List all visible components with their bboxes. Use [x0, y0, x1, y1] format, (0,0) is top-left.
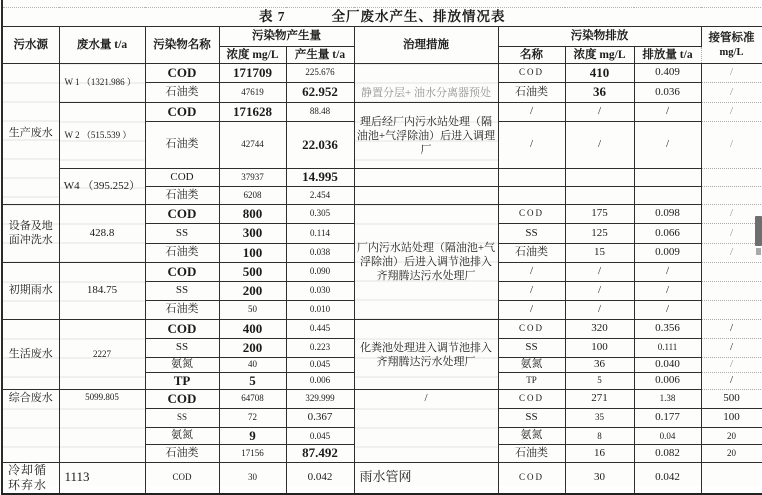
cell-prod: 88.48 [286, 103, 354, 122]
cell-pollutant: 石油类 [145, 83, 219, 103]
col-header-standard [701, 27, 762, 64]
cell-prod: 2.454 [286, 187, 354, 205]
cell-d-conc: / [565, 103, 634, 122]
cell-d-conc: 35 [565, 409, 634, 428]
cell-d-conc: 125 [565, 224, 634, 244]
cell-d-conc [565, 187, 634, 205]
cell-pollutant: 石油类 [145, 301, 219, 320]
cell-d-amount: / [634, 301, 701, 320]
cell-prod: 14.995 [286, 169, 354, 187]
cell-prod: 0.445 [286, 320, 354, 339]
cell-d-name: COD [498, 390, 565, 409]
cell-conc: 171628 [219, 103, 286, 122]
cell-prod: 0.045 [286, 428, 354, 445]
cell-d-amount: 1.38 [634, 390, 701, 409]
cell-pollutant: COD [145, 169, 219, 187]
cell-treatment [354, 187, 498, 205]
cell-d-name: / [498, 103, 565, 122]
cell-conc: 400 [219, 320, 286, 339]
cell-conc: 200 [219, 282, 286, 301]
cell-pollutant: COD [145, 462, 219, 494]
cell-standard: / [701, 83, 762, 103]
cell-pollutant: 氨氮 [145, 428, 219, 445]
cell-d-name: / [498, 122, 565, 169]
cell-standard: / [701, 339, 762, 358]
cell-d-amount: / [634, 103, 701, 122]
col-header-amount: 废水量 t/a [59, 27, 145, 64]
table-title [2, 8, 762, 27]
cell-amount: 428.8 [59, 205, 145, 263]
cell-pollutant: COD [145, 103, 219, 122]
cell-prod: 0.045 [286, 358, 354, 373]
cell-prod: 22.036 [286, 122, 354, 169]
cell-d-name: 石油类 [498, 83, 565, 103]
col-header-prod-amount: 产生量 t/a [286, 47, 354, 64]
cell-source: 生活废水 [2, 320, 59, 390]
cell-d-name: COD [498, 320, 565, 339]
cell-amount: 5099.805 [59, 390, 145, 463]
cell-d-name: COD [498, 205, 565, 224]
cell-standard: 20 [701, 445, 762, 462]
cell-treatment: 厂内污水站处理（隔油池+气浮除油）后进入调节池排入齐翔腾达污水处理厂 [354, 205, 498, 320]
table-row [2, 205, 762, 224]
cell-pollutant: SS [145, 224, 219, 244]
cell-d-conc: 30 [565, 462, 634, 494]
cell-amount: 2227 [59, 320, 145, 390]
table-title-text: 全厂废水产生、排放情况表 [331, 8, 506, 24]
col-header-dis-name: 名称 [498, 47, 565, 64]
cell-conc: 72 [219, 409, 286, 428]
cell-amount: W 1 （1321.986 ） [59, 64, 145, 103]
cell-prod: 329.999 [286, 390, 354, 409]
cell-source: 生产废水 [2, 64, 59, 205]
cell-conc: 300 [219, 224, 286, 244]
cell-d-name: / [498, 282, 565, 301]
cell-d-name: SS [498, 224, 565, 244]
cell-d-amount: / [634, 282, 701, 301]
cell-d-amount: / [634, 122, 701, 169]
cell-conc: 47619 [219, 83, 286, 103]
cell-pollutant: TP [145, 372, 219, 389]
cell-standard: / [701, 244, 762, 263]
table-row [2, 64, 762, 83]
cell-prod: 225.676 [286, 64, 354, 83]
cell-d-amount: / [634, 263, 701, 282]
cell-d-conc: 16 [565, 445, 634, 462]
cell-source: 设备及地面冲洗水 [2, 205, 59, 263]
cell-treatment: 雨水管网 [354, 462, 498, 494]
cell-source: 综合废水 [2, 390, 59, 463]
standard-unit: mg/L [719, 47, 744, 59]
cell-conc: 171709 [219, 64, 286, 83]
cell-pollutant: COD [145, 64, 219, 83]
cell-treatment: 化粪池处理进入调节池排入齐翔腾达污水处理厂 [354, 320, 498, 390]
col-header-pollutant-name: 污染物名称 [145, 27, 219, 64]
cell-d-conc: / [565, 263, 634, 282]
cell-d-name: 氨氮 [498, 358, 565, 373]
col-header-dis-conc: 浓度 mg/L [565, 47, 634, 64]
cell-d-amount: 0.066 [634, 224, 701, 244]
cell-d-name: 石油类 [498, 445, 565, 462]
cell-prod: 0.090 [286, 263, 354, 282]
cell-d-amount: 0.036 [634, 83, 701, 103]
cell-d-name: / [498, 263, 565, 282]
col-header-dis-amount: 排放量 t/a [634, 47, 701, 64]
cell-standard: 20 [701, 428, 762, 445]
cell-prod: 0.042 [286, 462, 354, 494]
cell-standard: / [701, 122, 762, 169]
cell-d-name: COD [498, 462, 565, 494]
cell-standard: / [701, 103, 762, 122]
page-top-margin [2, 0, 762, 8]
cell-standard: 100 [701, 409, 762, 428]
cell-d-conc: 320 [565, 320, 634, 339]
cell-pollutant: 石油类 [145, 244, 219, 263]
wastewater-table [1, 0, 762, 495]
cell-conc: 30 [219, 462, 286, 494]
cell-conc: 37937 [219, 169, 286, 187]
cell-source: 初期雨水 [2, 263, 59, 320]
cell-conc: 17156 [219, 445, 286, 462]
cell-standard: / [701, 224, 762, 244]
cell-pollutant: 氨氮 [145, 358, 219, 373]
cell-d-amount: 0.040 [634, 358, 701, 373]
col-group-production: 污染物产生量 [219, 27, 354, 47]
cell-d-amount: 0.098 [634, 205, 701, 224]
cell-conc: 6208 [219, 187, 286, 205]
cell-source: 冷却循环弃水 [2, 462, 59, 494]
cell-pollutant: COD [145, 320, 219, 339]
cell-treatment: 理后经厂内污水站处理（隔油池+气浮除油）后进入调理厂 [354, 103, 498, 169]
cell-conc: 9 [219, 428, 286, 445]
cell-standard: / [701, 64, 762, 83]
cell-d-amount: 0.082 [634, 445, 701, 462]
cell-pollutant: SS [145, 409, 219, 428]
cell-conc: 100 [219, 244, 286, 263]
cell-prod: 62.952 [286, 83, 354, 103]
cell-d-conc: 36 [565, 358, 634, 373]
cell-standard [701, 301, 762, 320]
cell-d-amount: 0.177 [634, 409, 701, 428]
cell-d-amount [634, 169, 701, 187]
cell-prod: 0.223 [286, 339, 354, 358]
cell-d-amount: 0.042 [634, 462, 701, 494]
cell-d-amount: 0.111 [634, 339, 701, 358]
cell-d-conc: 5 [565, 372, 634, 389]
cell-d-conc: 271 [565, 390, 634, 409]
cell-conc: 200 [219, 339, 286, 358]
cell-d-amount: 0.04 [634, 428, 701, 445]
col-group-discharge: 污染物排放 [498, 27, 701, 47]
cell-d-amount [634, 187, 701, 205]
cell-d-name [498, 169, 565, 187]
cell-conc: 40 [219, 358, 286, 373]
cell-amount: 1113 [59, 462, 145, 494]
cell-pollutant: 石油类 [145, 445, 219, 462]
table-body [2, 64, 762, 494]
cell-pollutant: COD [145, 390, 219, 409]
scrollbar-thumb[interactable] [755, 216, 762, 246]
cell-d-amount: 0.006 [634, 372, 701, 389]
standard-label: 接管标准 [708, 31, 755, 44]
cell-d-name: SS [498, 339, 565, 358]
cell-standard: / [701, 358, 762, 373]
cell-conc: 5 [219, 372, 286, 389]
cell-d-conc: 100 [565, 339, 634, 358]
col-header-treatment: 治理措施 [354, 27, 498, 64]
cell-pollutant: SS [145, 282, 219, 301]
table-row [2, 320, 762, 339]
cell-pollutant: COD [145, 263, 219, 282]
cell-d-conc: / [565, 282, 634, 301]
cell-prod: 0.114 [286, 224, 354, 244]
cell-standard [701, 187, 762, 205]
cell-treatment: / [354, 390, 498, 463]
cell-d-name: TP [498, 372, 565, 389]
cell-conc: 500 [219, 263, 286, 282]
cell-prod: 0.010 [286, 301, 354, 320]
cell-standard: / [701, 205, 762, 224]
cell-conc: 64708 [219, 390, 286, 409]
cell-d-name: SS [498, 409, 565, 428]
cell-d-name: / [498, 301, 565, 320]
cell-pollutant: SS [145, 339, 219, 358]
cell-standard [701, 263, 762, 282]
table-row [2, 103, 762, 122]
cell-amount: 184.75 [59, 263, 145, 320]
cell-treatment: 静置分层+ 油水分离器预处 [354, 64, 498, 103]
cell-standard: 500 [701, 390, 762, 409]
cell-standard: / [701, 372, 762, 389]
cell-d-conc: 175 [565, 205, 634, 224]
cell-prod: 0.030 [286, 282, 354, 301]
cell-d-conc: / [565, 301, 634, 320]
cell-prod: 87.492 [286, 445, 354, 462]
cell-conc: 50 [219, 301, 286, 320]
cell-pollutant: 石油类 [145, 187, 219, 205]
table-row [2, 390, 762, 409]
table-row [2, 169, 762, 187]
cell-d-name: 石油类 [498, 244, 565, 263]
cell-prod: 0.006 [286, 372, 354, 389]
table-row [2, 462, 762, 494]
table-number: 表 7 [258, 8, 286, 24]
cell-d-amount: 0.356 [634, 320, 701, 339]
cell-standard [701, 462, 762, 494]
cell-treatment [354, 169, 498, 187]
cell-d-name: 氨氮 [498, 428, 565, 445]
cell-d-conc [565, 169, 634, 187]
cell-d-conc: / [565, 122, 634, 169]
cell-conc: 42744 [219, 122, 286, 169]
cell-d-conc: 410 [565, 64, 634, 83]
cell-pollutant: COD [145, 205, 219, 224]
cell-standard: / [701, 320, 762, 339]
cell-d-conc: 8 [565, 428, 634, 445]
col-header-source: 污水源 [2, 27, 59, 64]
cell-standard [701, 169, 762, 187]
table-title-row [2, 8, 762, 27]
cell-conc: 800 [219, 205, 286, 224]
cell-prod: 0.038 [286, 244, 354, 263]
cell-d-name [498, 187, 565, 205]
cell-pollutant: 石油类 [145, 122, 219, 169]
cell-amount: W 2 （515.539 ） [59, 103, 145, 169]
cell-d-amount: 0.009 [634, 244, 701, 263]
cell-prod: 0.367 [286, 409, 354, 428]
cell-d-name: COD [498, 64, 565, 83]
cell-d-amount: 0.409 [634, 64, 701, 83]
cell-amount: W4 （395.252） [59, 169, 145, 205]
cell-standard [701, 282, 762, 301]
cell-d-conc: 15 [565, 244, 634, 263]
col-header-prod-conc: 浓度 mg/L [219, 47, 286, 64]
cell-d-conc: 36 [565, 83, 634, 103]
cell-prod: 0.305 [286, 205, 354, 224]
